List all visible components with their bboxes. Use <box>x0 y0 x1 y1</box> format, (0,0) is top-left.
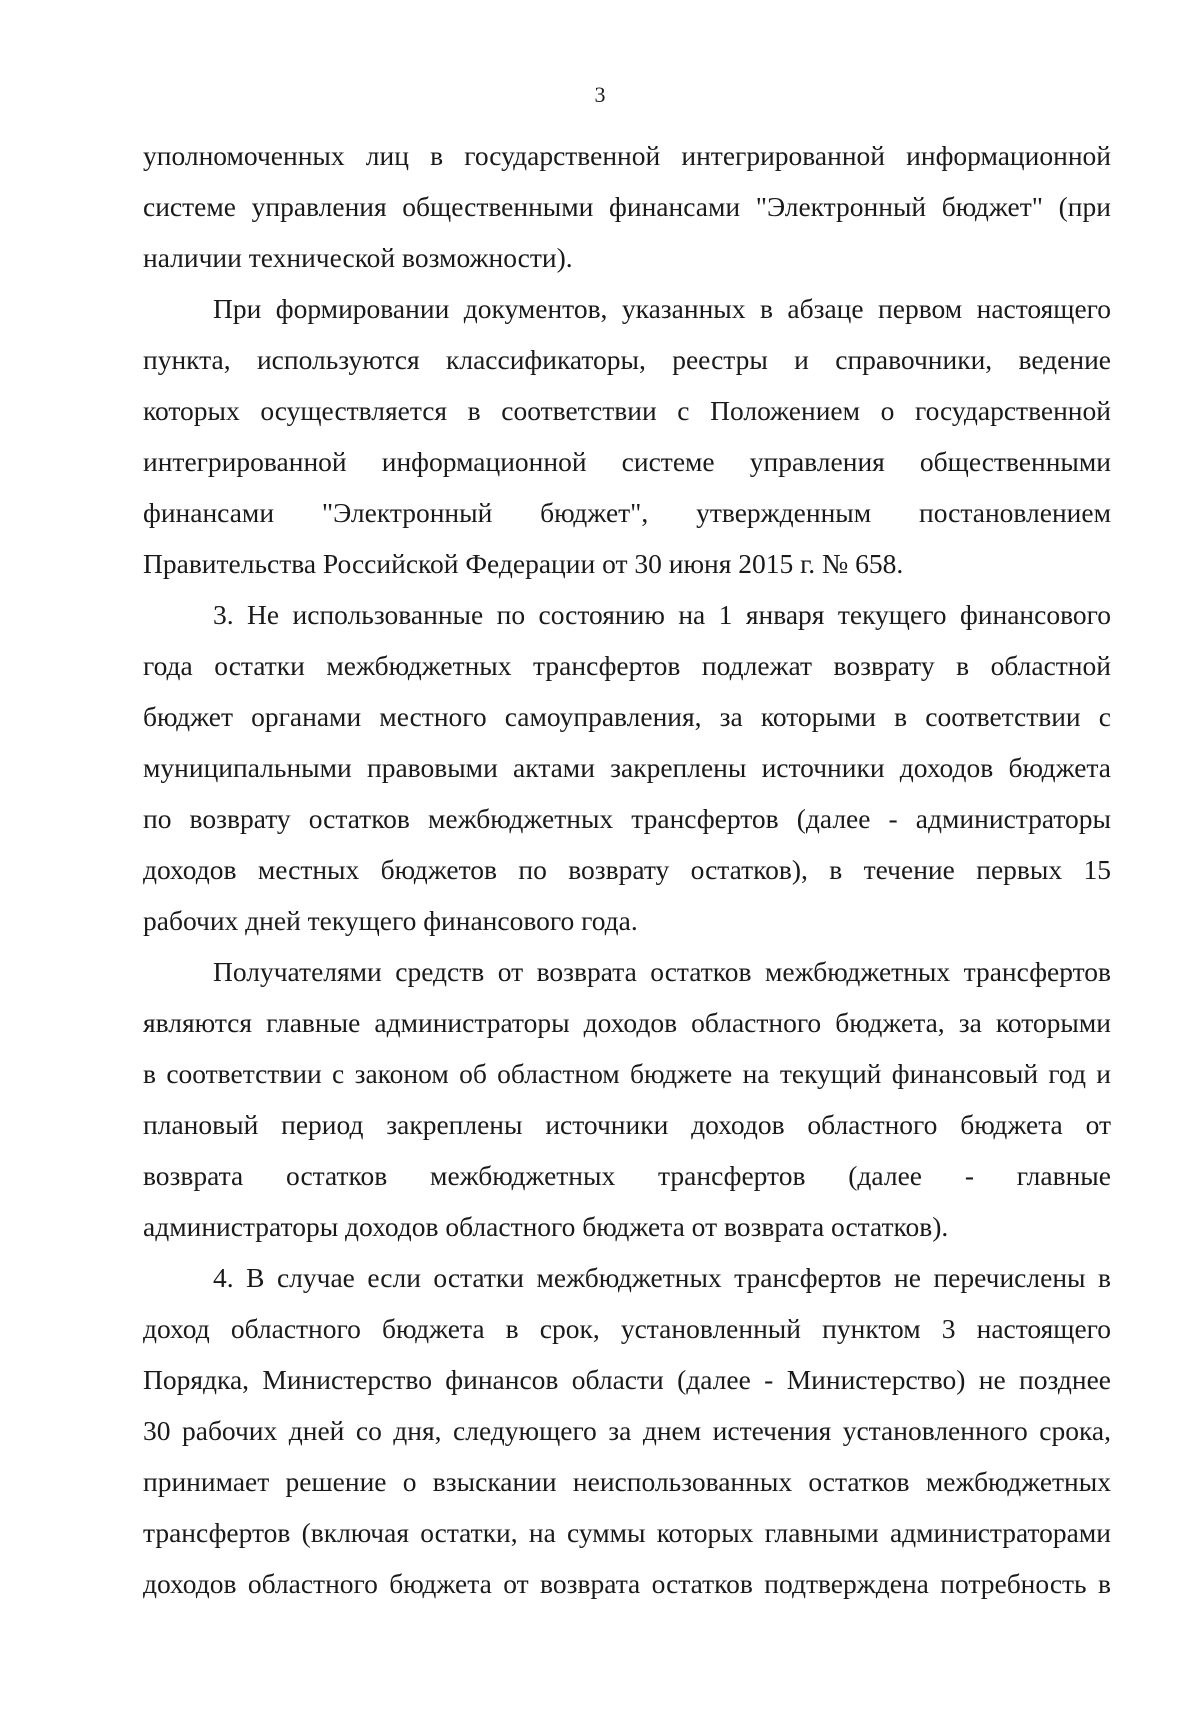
text-line: уполномоченных лиц в государственной интегрированной информационной <box>143 140 1111 171</box>
text-line: наличии технической возможности). <box>143 242 573 273</box>
text-line: доходов областного бюджета от возврата остатков подтверждена потребность в <box>143 1568 1111 1599</box>
text-line: трансфертов (включая остатки, на суммы которых главными администраторами <box>143 1517 1111 1548</box>
text-line: возврата остатков межбюджетных трансфертов (далее - главные <box>143 1160 1111 1191</box>
text-line: интегрированной информационной системе управления общественными <box>143 446 1111 477</box>
text-line: Получателями средств от возврата остатков межбюджетных трансфертов <box>213 956 1111 987</box>
text-line: которых осуществляется в соответствии с Положением о государственной <box>143 395 1111 426</box>
page-number: 3 <box>594 82 606 107</box>
text-line: доход областного бюджета в срок, установленный пунктом 3 настоящего <box>143 1313 1111 1344</box>
text-line: 4. В случае если остатки межбюджетных трансфертов не перечислены в <box>213 1262 1111 1293</box>
text-line: по возврату остатков межбюджетных трансфертов (далее - администраторы <box>143 803 1111 834</box>
document-body <box>143 130 1111 1609</box>
text-line: в соответствии с законом об областном бюджете на текущий финансовый год и <box>143 1058 1111 1089</box>
text-line: пункта, используются классификаторы, реестры и справочники, ведение <box>143 344 1111 375</box>
paragraph-item-3 <box>143 589 1111 946</box>
paragraph-continuation <box>143 130 1111 283</box>
text-line: плановый период закреплены источники доходов областного бюджета от <box>143 1109 1111 1140</box>
text-line: 3. Не использованные по состоянию на 1 января текущего финансового <box>213 599 1111 630</box>
paragraph-recipients <box>143 946 1111 1252</box>
text-line: являются главные администраторы доходов областного бюджета, за которыми <box>143 1007 1111 1038</box>
text-line: 30 рабочих дней со дня, следующего за днем истечения установленного срока, <box>143 1415 1111 1446</box>
text-line: муниципальными правовыми актами закреплены источники доходов бюджета <box>143 752 1111 783</box>
text-line: системе управления общественными финансами "Электронный бюджет" (при <box>143 191 1111 222</box>
text-line: При формировании документов, указанных в абзаце первом настоящего <box>213 293 1111 324</box>
text-line: Порядка, Министерство финансов области (далее - Министерство) не позднее <box>143 1364 1111 1395</box>
text-line: принимает решение о взыскании неиспользованных остатков межбюджетных <box>143 1466 1111 1497</box>
text-line: доходов местных бюджетов по возврату остатков), в течение первых 15 <box>143 854 1111 885</box>
text-line: финансами "Электронный бюджет", утвержденным постановлением <box>143 497 1111 528</box>
text-line: администраторы доходов областного бюджета от возврата остатков). <box>143 1211 949 1242</box>
paragraph-classifiers <box>143 283 1111 589</box>
text-line: рабочих дней текущего финансового года. <box>143 905 638 936</box>
text-line: бюджет органами местного самоуправления, за которыми в соответствии с <box>143 701 1111 732</box>
paragraph-item-4 <box>143 1252 1111 1609</box>
text-line: года остатки межбюджетных трансфертов подлежат возврату в областной <box>143 650 1111 681</box>
text-line: Правительства Российской Федерации от 30 июня 2015 г. № 658. <box>143 548 904 579</box>
